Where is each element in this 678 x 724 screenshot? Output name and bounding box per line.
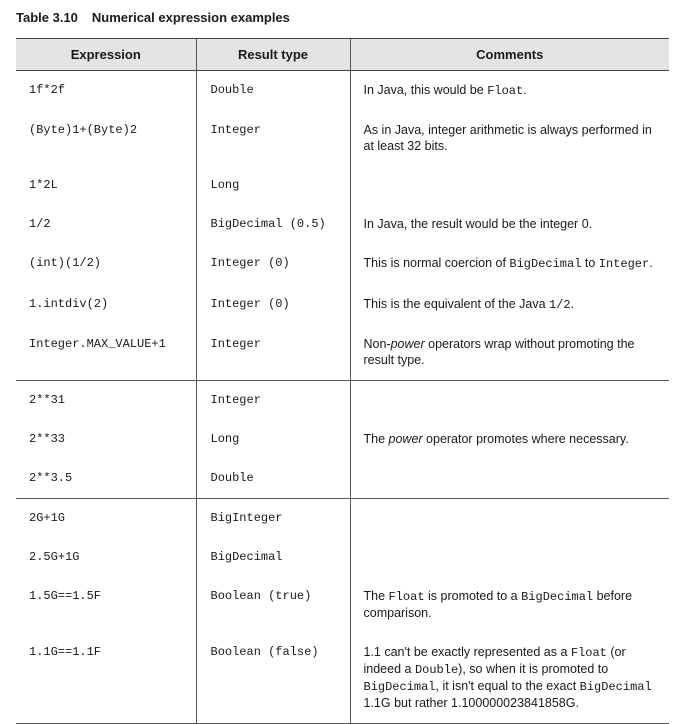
comment-fragment: Non- [363, 337, 391, 351]
comment-fragment: This is normal coercion of [363, 256, 510, 270]
comment-fragment: . [570, 297, 575, 311]
comment-cell [350, 205, 669, 244]
expression-cell [16, 633, 196, 724]
comment-cell [350, 325, 669, 381]
table-row [16, 381, 669, 421]
code-term: BigDecimal [363, 680, 436, 694]
result-type-cell [196, 205, 350, 244]
result-type-cell [196, 633, 350, 724]
result-type-text: Integer (0) [210, 256, 290, 270]
comment-cell [350, 381, 669, 421]
expression-cell [16, 459, 196, 499]
expression-cell [16, 499, 196, 539]
table-row [16, 325, 669, 381]
comment-fragment: 1.1 can't be exactly represented as a [363, 645, 571, 659]
comment-cell [350, 499, 669, 539]
code-term: Integer [598, 257, 650, 271]
result-type-cell [196, 111, 350, 166]
result-type-text: Boolean (true) [210, 589, 312, 603]
result-type-text: BigDecimal (0.5) [210, 217, 326, 231]
result-type-cell [196, 166, 350, 205]
comment-cell [350, 111, 669, 166]
comment-fragment: This is the equivalent of the Java [363, 297, 550, 311]
code-term: Float [487, 84, 524, 98]
comment-fragment: is promoted to a [424, 589, 522, 603]
comment-fragment: , it isn't equal to the exact [435, 679, 580, 693]
expression-text: 1/2 [29, 217, 51, 231]
table-row [16, 285, 669, 325]
comment-fragment: The [363, 589, 389, 603]
table-row [16, 538, 669, 577]
expression-text: 1.1G==1.1F [29, 645, 102, 659]
result-type-text: Integer (0) [210, 297, 290, 311]
result-type-text: Integer [210, 123, 261, 137]
result-type-cell [196, 381, 350, 421]
comment-fragment: In Java, this would be [363, 83, 488, 97]
comment-cell [350, 420, 669, 459]
comment-text [364, 71, 662, 111]
expression-text: 2.5G+1G [29, 550, 80, 564]
expression-text: Integer.MAX_VALUE+1 [29, 337, 166, 351]
comment-cell [350, 244, 669, 285]
expression-cell [16, 325, 196, 381]
table-row [16, 420, 669, 459]
code-term: 1/2 [549, 298, 571, 312]
result-type-text: Boolean (false) [210, 645, 319, 659]
expression-cell [16, 420, 196, 459]
table-row [16, 633, 669, 724]
result-type-text: BigDecimal [210, 550, 283, 564]
result-type-cell [196, 499, 350, 539]
comment-fragment: before comparison. [363, 589, 633, 620]
result-type-cell [196, 285, 350, 325]
comment-text [364, 538, 662, 561]
result-type-text: Double [210, 471, 254, 485]
table-row [16, 577, 669, 633]
emphasis-term: power [390, 337, 425, 351]
table-number: Table 3.10 [16, 10, 78, 25]
comment-text [364, 325, 662, 380]
result-type-cell [196, 538, 350, 577]
table-row [16, 166, 669, 205]
expression-cell [16, 166, 196, 205]
table-row [16, 499, 669, 539]
comment-text [364, 111, 662, 166]
header-comments: Comments [350, 39, 669, 71]
header-row [16, 39, 669, 71]
code-term: BigDecimal [579, 680, 652, 694]
comment-cell [350, 71, 669, 112]
expression-text: 1*2L [29, 178, 58, 192]
expression-text: (int)(1/2) [29, 256, 102, 270]
expression-text: (Byte)1+(Byte)2 [29, 123, 138, 137]
expression-cell [16, 381, 196, 421]
comment-text [364, 577, 662, 633]
expression-cell [16, 244, 196, 285]
expression-cell [16, 111, 196, 166]
table-row [16, 244, 669, 285]
comment-fragment: . [649, 256, 653, 270]
comment-cell [350, 577, 669, 633]
result-type-text: BigInteger [210, 511, 283, 525]
result-type-cell [196, 325, 350, 381]
comment-cell [350, 285, 669, 325]
comment-text [364, 205, 662, 244]
comment-fragment: operators wrap without promoting the result type. [363, 337, 635, 367]
comment-cell [350, 633, 669, 724]
comment-fragment: ), so when it is promoted to [458, 662, 609, 676]
comment-fragment: . [523, 83, 527, 97]
header-result-type: Result type [196, 39, 350, 71]
result-type-text: Double [210, 83, 254, 97]
result-type-cell [196, 577, 350, 633]
comment-cell [350, 459, 669, 499]
expression-cell [16, 205, 196, 244]
result-type-cell [196, 71, 350, 112]
comment-fragment: operator promotes where necessary. [422, 432, 629, 446]
expression-cell [16, 577, 196, 633]
comment-text [364, 244, 662, 284]
table-title: Numerical expression examples [91, 10, 290, 25]
comment-cell [350, 538, 669, 577]
emphasis-term: power [388, 432, 423, 446]
result-type-text: Long [210, 178, 240, 192]
numerical-expression-table [16, 38, 669, 724]
comment-fragment: to [581, 256, 599, 270]
table-row [16, 459, 669, 499]
comment-cell [350, 166, 669, 205]
expression-cell [16, 285, 196, 325]
comment-fragment: The [363, 432, 389, 446]
table-row [16, 205, 669, 244]
expression-cell [16, 71, 196, 112]
comment-text [364, 459, 662, 482]
expression-text: 2**3.5 [29, 471, 73, 485]
comment-text [364, 420, 662, 459]
expression-cell [16, 538, 196, 577]
table-body [16, 71, 669, 724]
expression-text: 1f*2f [29, 83, 66, 97]
comment-text [364, 285, 662, 325]
comment-fragment: As in Java, integer arithmetic is always performed in at least 32 bits. [363, 123, 652, 153]
code-term: Float [570, 646, 607, 660]
comment-text [364, 633, 662, 723]
result-type-text: Integer [210, 337, 261, 351]
result-type-cell [196, 244, 350, 285]
table-caption [16, 10, 290, 25]
expression-text: 1.5G==1.5F [29, 589, 102, 603]
comment-text [364, 381, 662, 404]
header-expression: Expression [16, 39, 196, 71]
comment-fragment: In Java, the result would be the integer 0. [363, 217, 593, 231]
code-term: BigDecimal [509, 257, 582, 271]
result-type-cell [196, 420, 350, 459]
code-term: Double [414, 663, 459, 677]
comment-text [364, 166, 662, 189]
result-type-text: Integer [210, 393, 261, 407]
result-type-cell [196, 459, 350, 499]
comment-text [364, 499, 662, 522]
expression-text: 1.intdiv(2) [29, 297, 109, 311]
expression-text: 2**33 [29, 432, 66, 446]
expression-text: 2**31 [29, 393, 66, 407]
code-term: BigDecimal [521, 590, 594, 604]
comment-fragment: (or indeed a [363, 645, 626, 676]
code-term: Float [388, 590, 425, 604]
comment-fragment: 1.1G but rather 1.100000023841858G. [363, 696, 579, 710]
expression-text: 2G+1G [29, 511, 66, 525]
table-row [16, 71, 669, 112]
result-type-text: Long [210, 432, 240, 446]
table-row [16, 111, 669, 166]
